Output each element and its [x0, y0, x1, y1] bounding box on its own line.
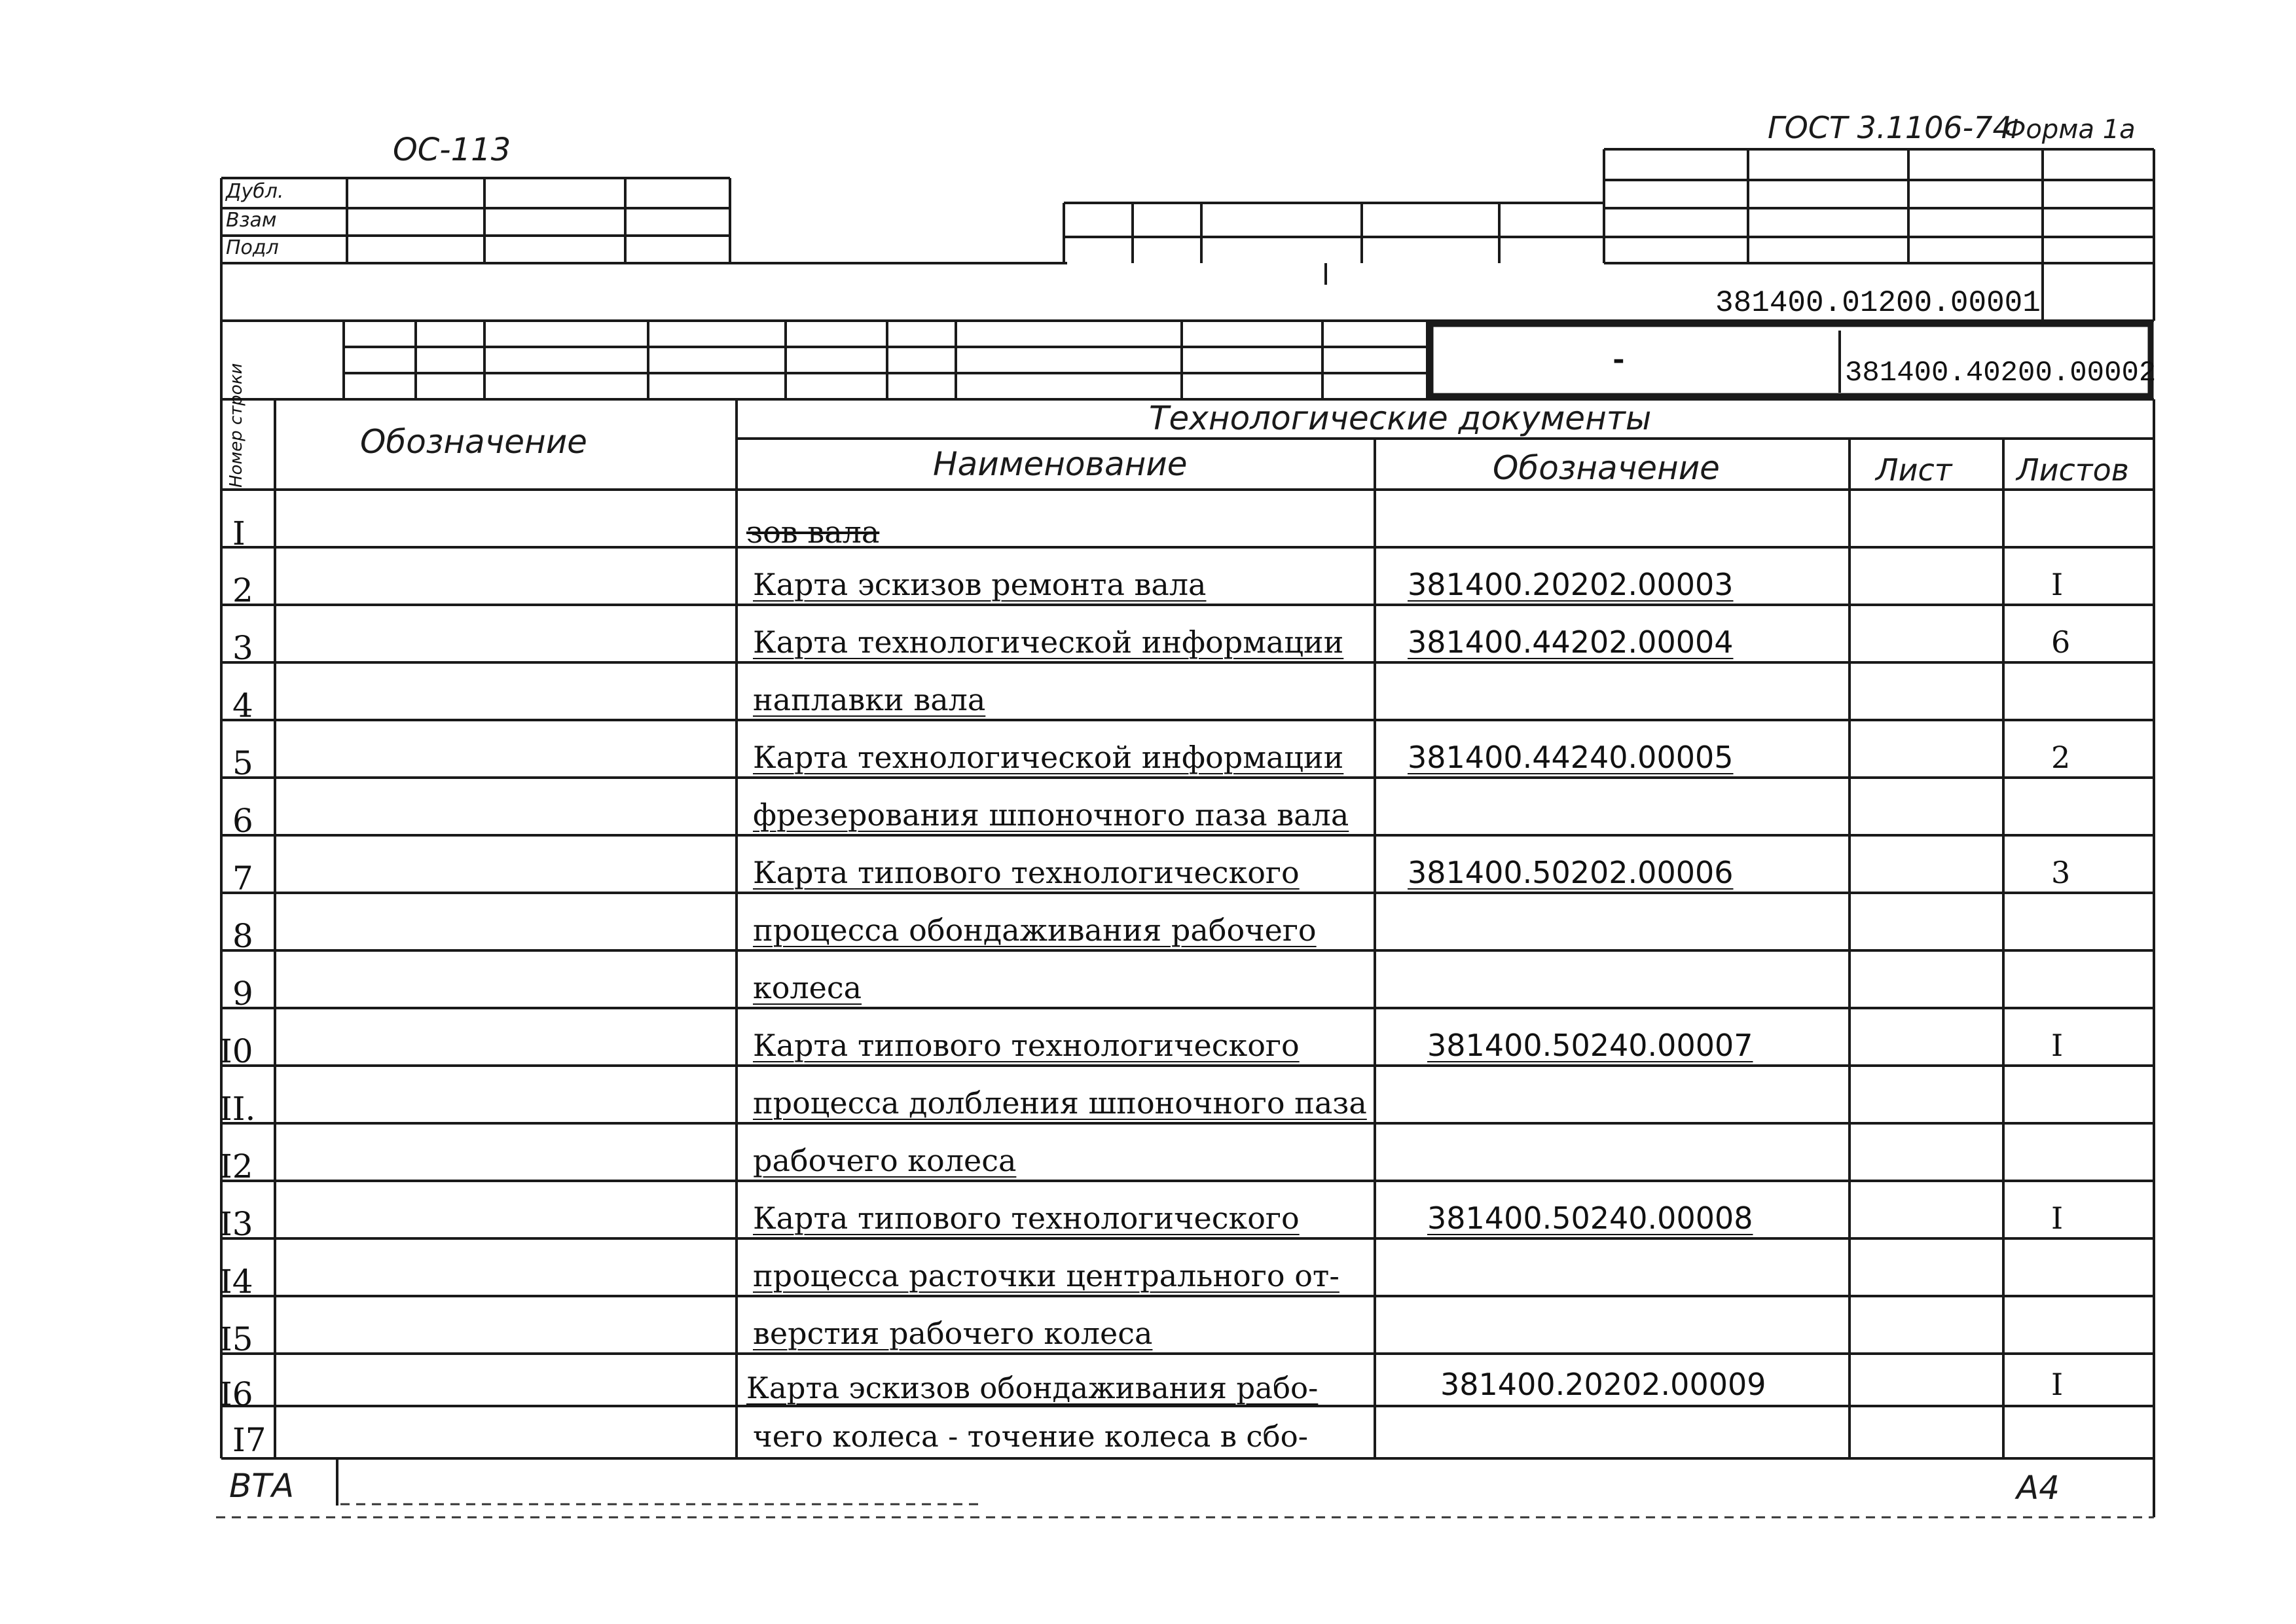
- row-number: 2: [232, 571, 253, 609]
- doc-code-primary: 381400.01200.00001: [1715, 286, 2041, 320]
- row-number: I5: [219, 1320, 253, 1358]
- row-sheets: 6: [2051, 624, 2071, 660]
- row-code: 381400.50202.00006: [1408, 855, 1734, 890]
- row-name: рабочего колеса: [753, 1143, 1017, 1178]
- row-name: колеса: [753, 970, 862, 1005]
- row-name: процесса расточки центрального от-: [753, 1258, 1339, 1293]
- row-sheets: I: [2051, 1367, 2064, 1402]
- row-number: I6: [219, 1375, 253, 1413]
- row-name: Карта эскизов ремонта вала: [753, 567, 1207, 602]
- row-code: 381400.50240.00007: [1427, 1028, 1753, 1063]
- footer-format: А4: [2016, 1469, 2060, 1507]
- col-doc-designation-header: Обозначение: [1493, 449, 1720, 487]
- row-name: Карта типового технологического: [753, 1028, 1300, 1063]
- row-name: верстия рабочего колеса: [753, 1316, 1153, 1351]
- row-number: 9: [232, 975, 253, 1013]
- row-name: Карта технологической информации: [753, 624, 1344, 660]
- stamp-label-dubl: Дубл.: [226, 180, 284, 203]
- row-number: 8: [232, 917, 253, 955]
- row-code: 381400.20202.00003: [1408, 567, 1734, 602]
- col-row-number-header: Номер строки: [227, 363, 246, 488]
- row-number: 6: [232, 802, 253, 840]
- stamp-label-podl: Подл: [226, 236, 279, 259]
- row-number: I7: [232, 1421, 266, 1459]
- row-number: I4: [219, 1263, 253, 1301]
- row-name: чего колеса - точение колеса в сбо-: [753, 1419, 1308, 1454]
- row-sheets: I: [2051, 1200, 2064, 1236]
- row-name: Карта эскизов обондаживания рабо-: [746, 1371, 1319, 1405]
- doc-mark: ОС-113: [393, 132, 511, 168]
- row-sheets: 2: [2051, 740, 2071, 775]
- footer-left-mark: ВТА: [229, 1467, 295, 1505]
- row-code: 381400.50240.00008: [1427, 1200, 1753, 1236]
- row-code: 381400.44240.00005: [1408, 740, 1734, 775]
- col-sheet-header: Лист: [1876, 452, 1952, 488]
- tech-docs-group-header: Технологические документы: [1149, 399, 1652, 437]
- row-number: I0: [219, 1032, 253, 1070]
- row-number: I3: [219, 1205, 253, 1243]
- row-code: 381400.44202.00004: [1408, 624, 1734, 660]
- row-number: II.: [219, 1090, 256, 1128]
- row-number: 5: [232, 744, 253, 782]
- row-code: 381400.20202.00009: [1440, 1367, 1766, 1402]
- doc-code-dash: -: [1609, 344, 1628, 379]
- stamp-label-vzam: Взам: [226, 209, 277, 232]
- row-number: 4: [232, 687, 253, 725]
- row-number: 7: [232, 859, 253, 897]
- row-sheets: I: [2051, 1028, 2064, 1063]
- col-sheets-header: Листов: [2016, 452, 2129, 488]
- gost-number: ГОСТ 3.1106-74: [1768, 110, 2012, 145]
- form-label: Форма 1а: [2003, 115, 2136, 145]
- row-number: 3: [232, 629, 253, 667]
- row-name: процесса долбления шпоночного паза: [753, 1085, 1367, 1121]
- col-name-header: Наименование: [933, 445, 1188, 483]
- row-name: Карта типового технологического: [753, 855, 1300, 890]
- row-sheets: 3: [2051, 855, 2071, 890]
- row-name: процесса обондаживания рабочего: [753, 912, 1317, 948]
- row-name: Карта технологической информации: [753, 740, 1344, 775]
- row-name: Карта типового технологического: [753, 1200, 1300, 1236]
- row-sheets: I: [2051, 567, 2064, 602]
- doc-code-secondary: 381400.40200.00002: [1845, 357, 2157, 389]
- row-number: I2: [219, 1147, 253, 1185]
- row-name: фрезерования шпоночного паза вала: [753, 797, 1349, 833]
- row-number: I: [232, 514, 246, 552]
- row-name: зов вала: [746, 514, 880, 550]
- row-name: наплавки вала: [753, 682, 986, 717]
- col-designation-header: Обозначение: [360, 423, 587, 461]
